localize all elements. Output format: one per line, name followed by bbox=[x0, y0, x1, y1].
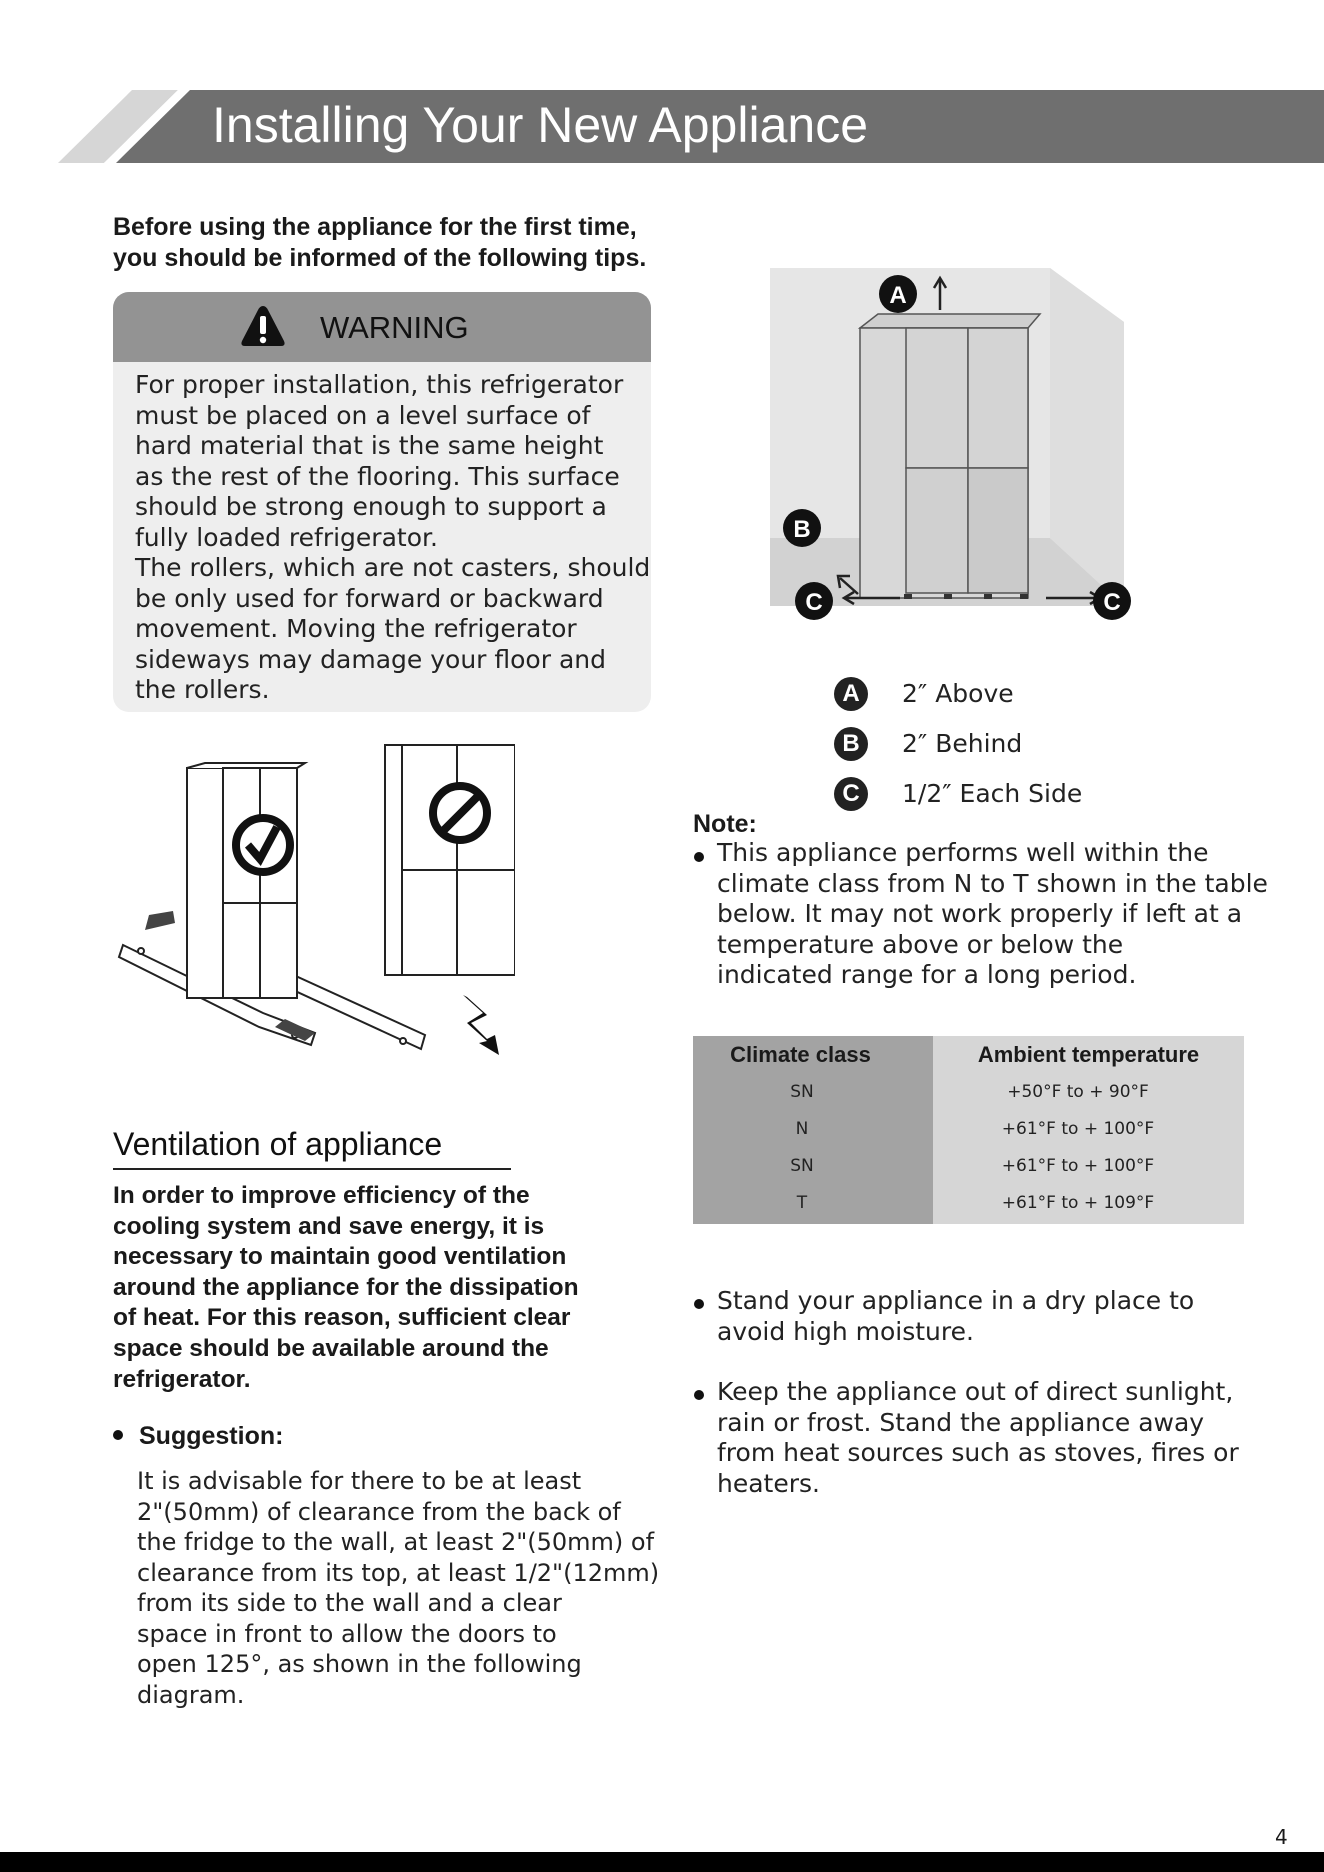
suggestion-line: 2"(50mm) of clearance from the back of bbox=[137, 1497, 621, 1526]
note-line: This appliance performs well within the bbox=[717, 838, 1209, 867]
tip-line: avoid high moisture. bbox=[717, 1316, 974, 1346]
bullet-icon bbox=[694, 1390, 704, 1400]
page-title: Installing Your New Appliance bbox=[212, 97, 869, 153]
warning-line: be only used for forward or backward bbox=[135, 583, 604, 613]
diagram-label-b: B bbox=[793, 516, 811, 543]
tip-line: rain or frost. Stand the appliance away bbox=[717, 1407, 1205, 1437]
rollers-illustration bbox=[115, 735, 515, 1090]
tip-line: heaters. bbox=[717, 1468, 820, 1498]
warning-line: should be strong enough to support a bbox=[135, 492, 607, 521]
warning-box bbox=[113, 292, 651, 712]
warning-title: WARNING bbox=[320, 310, 469, 345]
diagram-label-a: A bbox=[889, 282, 907, 309]
page-number: 4 bbox=[1275, 1825, 1288, 1849]
note-line: indicated range for a long period. bbox=[717, 960, 1137, 989]
warning-line: sideways may damage your floor and bbox=[135, 644, 606, 674]
tip-line: Stand your appliance in a dry place to bbox=[717, 1286, 1195, 1315]
warning-line: the rollers. bbox=[135, 675, 270, 704]
table-cell: SN bbox=[790, 1082, 814, 1102]
warning-line: must be placed on a level surface of bbox=[135, 400, 591, 430]
table-cell: +61°F to + 100°F bbox=[1001, 1156, 1155, 1176]
suggestion-body bbox=[137, 1466, 677, 1710]
bullet-icon bbox=[694, 852, 704, 862]
warning-icon bbox=[240, 304, 286, 348]
tip-line: Keep the appliance out of direct sunlight, bbox=[717, 1377, 1234, 1406]
ventilation-line: around the appliance for the dissipation bbox=[113, 1273, 579, 1301]
ventilation-line: refrigerator. bbox=[113, 1365, 251, 1393]
suggestion-line: clearance from its top, at least 1/2"(12mm) bbox=[137, 1558, 660, 1587]
tip-line: from heat sources such as stoves, fires or bbox=[717, 1438, 1239, 1467]
table-column-class bbox=[693, 1036, 933, 1224]
table-column-temperature bbox=[933, 1036, 1244, 1224]
ventilation-line: of heat. For this reason, sufficient clear bbox=[113, 1304, 571, 1332]
ventilation-line: necessary to maintain good ventilation bbox=[113, 1243, 567, 1271]
clearance-row bbox=[834, 675, 1134, 715]
bullet-icon bbox=[113, 1430, 123, 1440]
note-title: Note: bbox=[693, 810, 757, 838]
ventilation-rule bbox=[113, 1168, 511, 1170]
suggestion-line: diagram. bbox=[137, 1680, 245, 1709]
suggestion-line: space in front to allow the doors to bbox=[137, 1619, 557, 1648]
warning-line: The rollers, which are not casters, should bbox=[135, 553, 651, 582]
note-line: below. It may not work properly if left at a bbox=[717, 899, 1243, 928]
ventilation-body bbox=[113, 1181, 633, 1395]
ventilation-line: cooling system and save energy, it is bbox=[113, 1212, 545, 1240]
clearance-letter: B bbox=[834, 727, 868, 761]
footer-bar bbox=[0, 1852, 1324, 1872]
warning-line: hard material that is the same height bbox=[135, 431, 604, 460]
tip-dry-place bbox=[717, 1286, 1257, 1347]
table-header: Ambient temperature bbox=[977, 1042, 1200, 1067]
clearance-text: 2″ Above bbox=[902, 679, 1014, 708]
clearance-row bbox=[834, 725, 1134, 765]
diagram-label-c-left: C bbox=[805, 589, 823, 616]
table-cell: +61°F to + 100°F bbox=[1001, 1119, 1155, 1139]
ventilation-line: space should be available around the bbox=[113, 1334, 549, 1362]
intro-text bbox=[113, 212, 673, 274]
clearance-row bbox=[834, 775, 1134, 815]
diagram-label-c-right: C bbox=[1103, 589, 1121, 616]
clearance-text: 1/2″ Each Side bbox=[902, 779, 1083, 808]
table-cell: +50°F to + 90°F bbox=[1007, 1082, 1149, 1102]
table-cell: N bbox=[795, 1119, 809, 1139]
climate-table bbox=[693, 1036, 1244, 1224]
ventilation-line: In order to improve efficiency of the bbox=[113, 1182, 530, 1209]
clearance-letter: A bbox=[834, 677, 868, 711]
warning-line: as the rest of the flooring. This surface bbox=[135, 461, 620, 491]
clearance-text: 2″ Behind bbox=[902, 729, 1023, 758]
table-header: Climate class bbox=[730, 1042, 871, 1067]
suggestion-line: from its side to the wall and a clear bbox=[137, 1589, 562, 1617]
clearance-diagram bbox=[770, 268, 1150, 628]
ventilation-title: Ventilation of appliance bbox=[113, 1126, 443, 1162]
suggestion-line: open 125°, as shown in the following bbox=[137, 1650, 582, 1678]
note-line: temperature above or below the bbox=[717, 929, 1124, 959]
note-body bbox=[717, 838, 1268, 991]
clearance-letter: C bbox=[834, 777, 868, 811]
table-cell: SN bbox=[790, 1156, 814, 1176]
warning-line: movement. Moving the refrigerator bbox=[135, 614, 577, 643]
warning-line: For proper installation, this refrigerator bbox=[135, 370, 624, 399]
suggestion-line: It is advisable for there to be at least bbox=[137, 1467, 582, 1495]
note-line: climate class from N to T shown in the table bbox=[717, 868, 1268, 898]
bullet-icon bbox=[694, 1299, 704, 1309]
intro-line: Before using the appliance for the first time, bbox=[113, 213, 637, 241]
table-cell: +61°F to + 109°F bbox=[1001, 1193, 1155, 1213]
table-cell: T bbox=[796, 1193, 808, 1213]
suggestion-title: Suggestion: bbox=[139, 1422, 284, 1450]
intro-line: you should be informed of the following tips. bbox=[113, 244, 647, 272]
warning-line: fully loaded refrigerator. bbox=[135, 522, 438, 552]
suggestion-line: the fridge to the wall, at least 2"(50mm) of bbox=[137, 1528, 655, 1556]
tip-sunlight bbox=[717, 1377, 1277, 1499]
warning-text bbox=[135, 370, 651, 706]
